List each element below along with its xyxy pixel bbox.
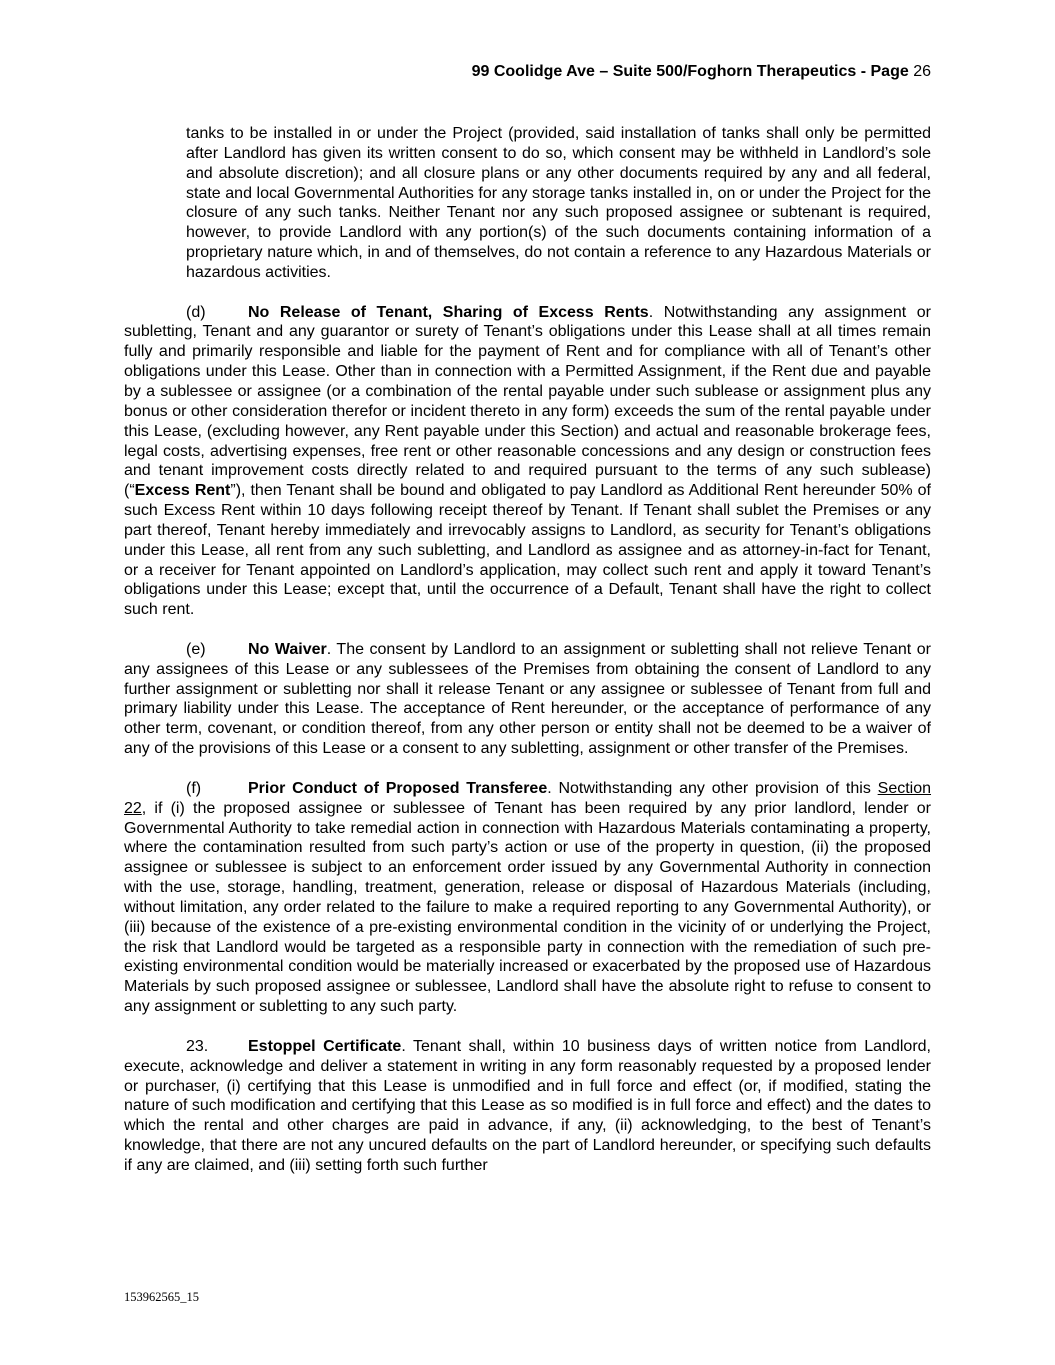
defined-term: Excess Rent (134, 482, 231, 500)
paragraph-label: (f) (186, 779, 202, 797)
page-header (472, 62, 931, 82)
paragraph-f (124, 779, 931, 1017)
paragraph-d (124, 303, 931, 621)
section-reference: Section 22 (124, 779, 932, 817)
paragraph-23 (124, 1037, 931, 1176)
page-number: 26 (913, 63, 931, 80)
header-title: 99 Coolidge Ave – Suite 500/Foghorn Therapeutics - Page (471, 63, 909, 80)
paragraph-heading: No Release of Tenant, Sharing of Excess Rents (248, 303, 649, 321)
paragraph-e (124, 640, 931, 759)
paragraph-label: 23. (186, 1037, 209, 1055)
paragraph-heading: Prior Conduct of Proposed Transferee (248, 779, 548, 797)
paragraph-label: (d) (186, 303, 206, 321)
paragraph-heading: Estoppel Certificate (248, 1037, 402, 1055)
paragraph-label: (e) (186, 640, 206, 658)
paragraph-text: . Notwithstanding any other provision of this (547, 779, 878, 797)
paragraph-text: . Notwithstanding any assignment or subletting, Tenant and any guarantor or surety of Tenant’s obligations under this Lease shall at all times remain fully and primarily responsible and liable for the payment of Rent and for compliance with all of Tenant’s other obligations under this Lease. Other than in connection with a Permitted Assignment, if the Rent due and payable by a sublessee or assignee (or a combination of the rental payable under such sublease or assignment plus any bonus or other consideration therefor or incident thereto in any form) exceeds the sum of the rental payable under this Lease, (excluding however, any Rent payable under this Section) and actual and reasonable brokerage fees, legal costs, advertising expenses, free rent or other reasonable concessions and any design or construction fees and tenant improvement costs directly related to and required pursuant to the terms of any such sublease) (“ (124, 303, 931, 500)
document-body (124, 124, 931, 1196)
document-id: 153962565_15 (124, 1290, 199, 1304)
paragraph-text: , if (i) the proposed assignee or sublessee of Tenant has been required by any prior landlord, lender or Governmental Authority to take remedial action in connection with Hazardous Materials contaminating a property, where the contamination resulted from such party’s action or use of the property in question, (ii) the proposed assignee or sublessee is subject to an enforcement order issued by any Governmental Authority in connection with the use, storage, handling, treatment, generation, release or disposal of Hazardous Materials (including, without limitation, any order related to the failure to make a required reporting to any Governmental Authority), or (iii) because of the existence of a pre-existing environmental condition in the vicinity of or underlying the Project, the risk that Landlord would be targeted as a responsible party in connection with the remediation of such pre-existing environmental condition would be materially increased or exacerbated by the proposed use of Hazardous Materials by such proposed assignee or sublessee, Landlord shall have the absolute right to refuse to consent to any assignment or subletting to any such party. (124, 799, 931, 1016)
paragraph-text: ”), then Tenant shall be bound and obligated to pay Landlord as Additional Rent hereunder 50% of such Excess Rent within 10 days following receipt thereof by Tenant. If Tenant shall sublet the Premises or any part thereof, Tenant hereby immediately and irrevocably assigns to Landlord, as security for Tenant’s obligations under this Lease, all rent from any such subletting, and Landlord as assignee and as attorney-in-fact for Tenant, or a receiver for Tenant appointed on Landlord’s application, may collect such rent and apply it toward Tenant’s obligations under this Lease; except that, until the occurrence of a Default, Tenant shall have the right to collect such rent. (124, 482, 931, 619)
paragraph-c-continuation (186, 124, 931, 283)
paragraph-text: . The consent by Landlord to an assignment or subletting shall not relieve Tenant or any assignees of this Lease or any sublessees of the Premises from obtaining the consent of Landlord to any further assignment or subletting nor shall it release Tenant or any assignee or sublessee of Tenant from full and primary liability under this Lease. The acceptance of Rent hereunder, or the acceptance of performance of any other term, covenant, or condition thereof, from any other person or entity shall not be deemed to be a waiver of any of the provisions of this Lease or a consent to any subletting, assignment or other transfer of the Premises. (124, 640, 931, 758)
paragraph-text: tanks to be installed in or under the Project (provided, said installation of tanks shall only be permitted after Landlord has given its written consent to do so, which consent may be withheld in Landlord’s sole and absolute discretion); and all closure plans or any other documents required by any and all federal, state and local Governmental Authorities for any storage tanks installed in, on or under the Project for the closure of any such tanks. Neither Tenant nor any such proposed assignee or subtenant is required, however, to provide Landlord with any portion(s) of the such documents containing information of a proprietary nature which, in and of themselves, do not contain a reference to any Hazardous Materials or hazardous activities. (186, 125, 931, 281)
paragraph-text: . Tenant shall, within 10 business days of written notice from Landlord, execute, acknowledge and deliver a statement in writing in any form reasonably requested by a proposed lender or purchaser, (i) certifying that this Lease is unmodified and in full force and effect (or, if modified, stating the nature of such modification and certifying that this Lease as so modified is in full force and effect) and the dates to which the rental and other charges are paid in advance, if any, (ii) acknowledging, to the best of Tenant’s knowledge, that there are not any uncured defaults on the part of Landlord hereunder, or specifying such defaults if any are claimed, and (iii) setting forth such further (124, 1037, 931, 1174)
paragraph-heading: No Waiver (248, 640, 327, 658)
